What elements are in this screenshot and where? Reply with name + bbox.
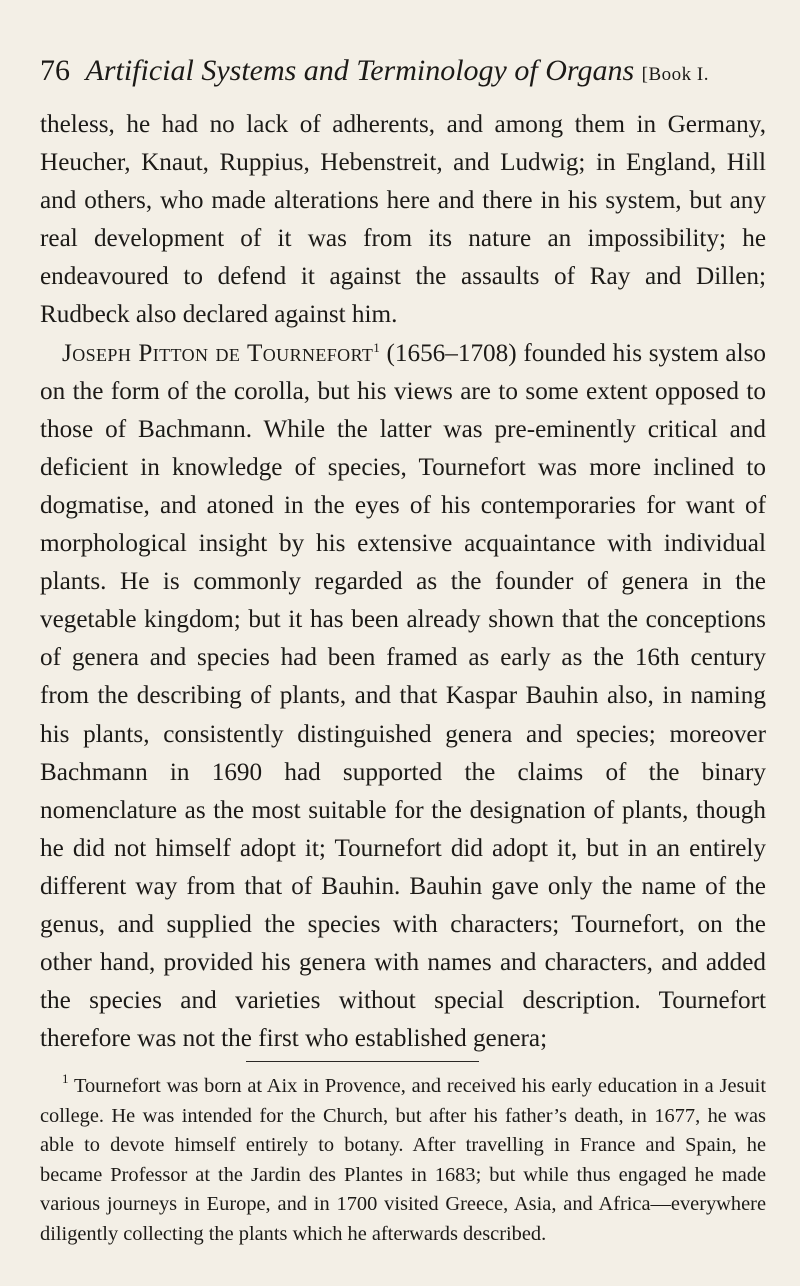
footnote-divider (246, 1061, 479, 1062)
footnote-text: Tournefort was born at Aix in Provence, and received his early education in a Jesuit college. He was intended for the Church, but after his father’s death, in 1677, he was able to devote himself entirely to botany. After travelling in France and Spain, he became Professor at the Jardin des Plantes in 1683; but while thus engaged he made various journeys in Europe, and in 1700 visited Greece, Asia, and Africa—everywhere diligently collecting the plants which he afterwards described. (40, 1075, 766, 1245)
main-text (40, 106, 766, 1058)
paragraph-continuation: theless, he had no lack of adherents, and among them in Germany, Heucher, Knaut, Ruppius, Hebenstreit, and Ludwig; in England, Hill and others, who made alterations here and there in his system, but any real development of it was from its nature an impossibility; he endeavoured to defend it against the assaults of Ray and Dillen; Rudbeck also declared against him. (40, 111, 766, 329)
footnote-marker: 1 (62, 1071, 69, 1086)
person-name: Joseph Pitton de Tournefort (62, 339, 374, 367)
page-number: 76 (40, 54, 70, 87)
footnote-reference: 1 (373, 339, 380, 355)
book-label: [Book I. (641, 64, 709, 85)
running-header (40, 46, 770, 96)
running-title: Artificial Systems and Terminology of Organs (85, 54, 635, 87)
footnote (40, 1072, 766, 1249)
paragraph-text: (1656–1708) founded his system also on the form of the corolla, but his views are to some extent opposed to those of Bachmann. While the latter was pre-eminently critical and deficient in knowledge of species, Tournefort was more inclined to dogmatise, and atoned in the eyes of his contemporaries for want of morphological insight by his extensive acquaintance with individual plants. He is commonly regarded as the founder of genera in the vegetable kingdom; but it has been already shown that the conceptions of genera and species had been framed as early as the 16th century from the describing of plants, and that Kaspar Bauhin also, in naming his plants, consistently distinguished genera and species; moreover Bachmann in 1690 had supported the claims of the binary nomenclature as the most suitable for the designation of plants, though he did not himself adopt it; Tournefort did adopt it, but in an entirely different way from that of Bauhin. Bauhin gave only the name of the genus, and supplied the species with characters; Tournefort, on the other hand, provided his genera with names and characters, and added the species and varieties without special description. Tournefort therefore was not the first who established genera; (40, 339, 766, 1053)
paragraph-tournefort (40, 335, 766, 1059)
